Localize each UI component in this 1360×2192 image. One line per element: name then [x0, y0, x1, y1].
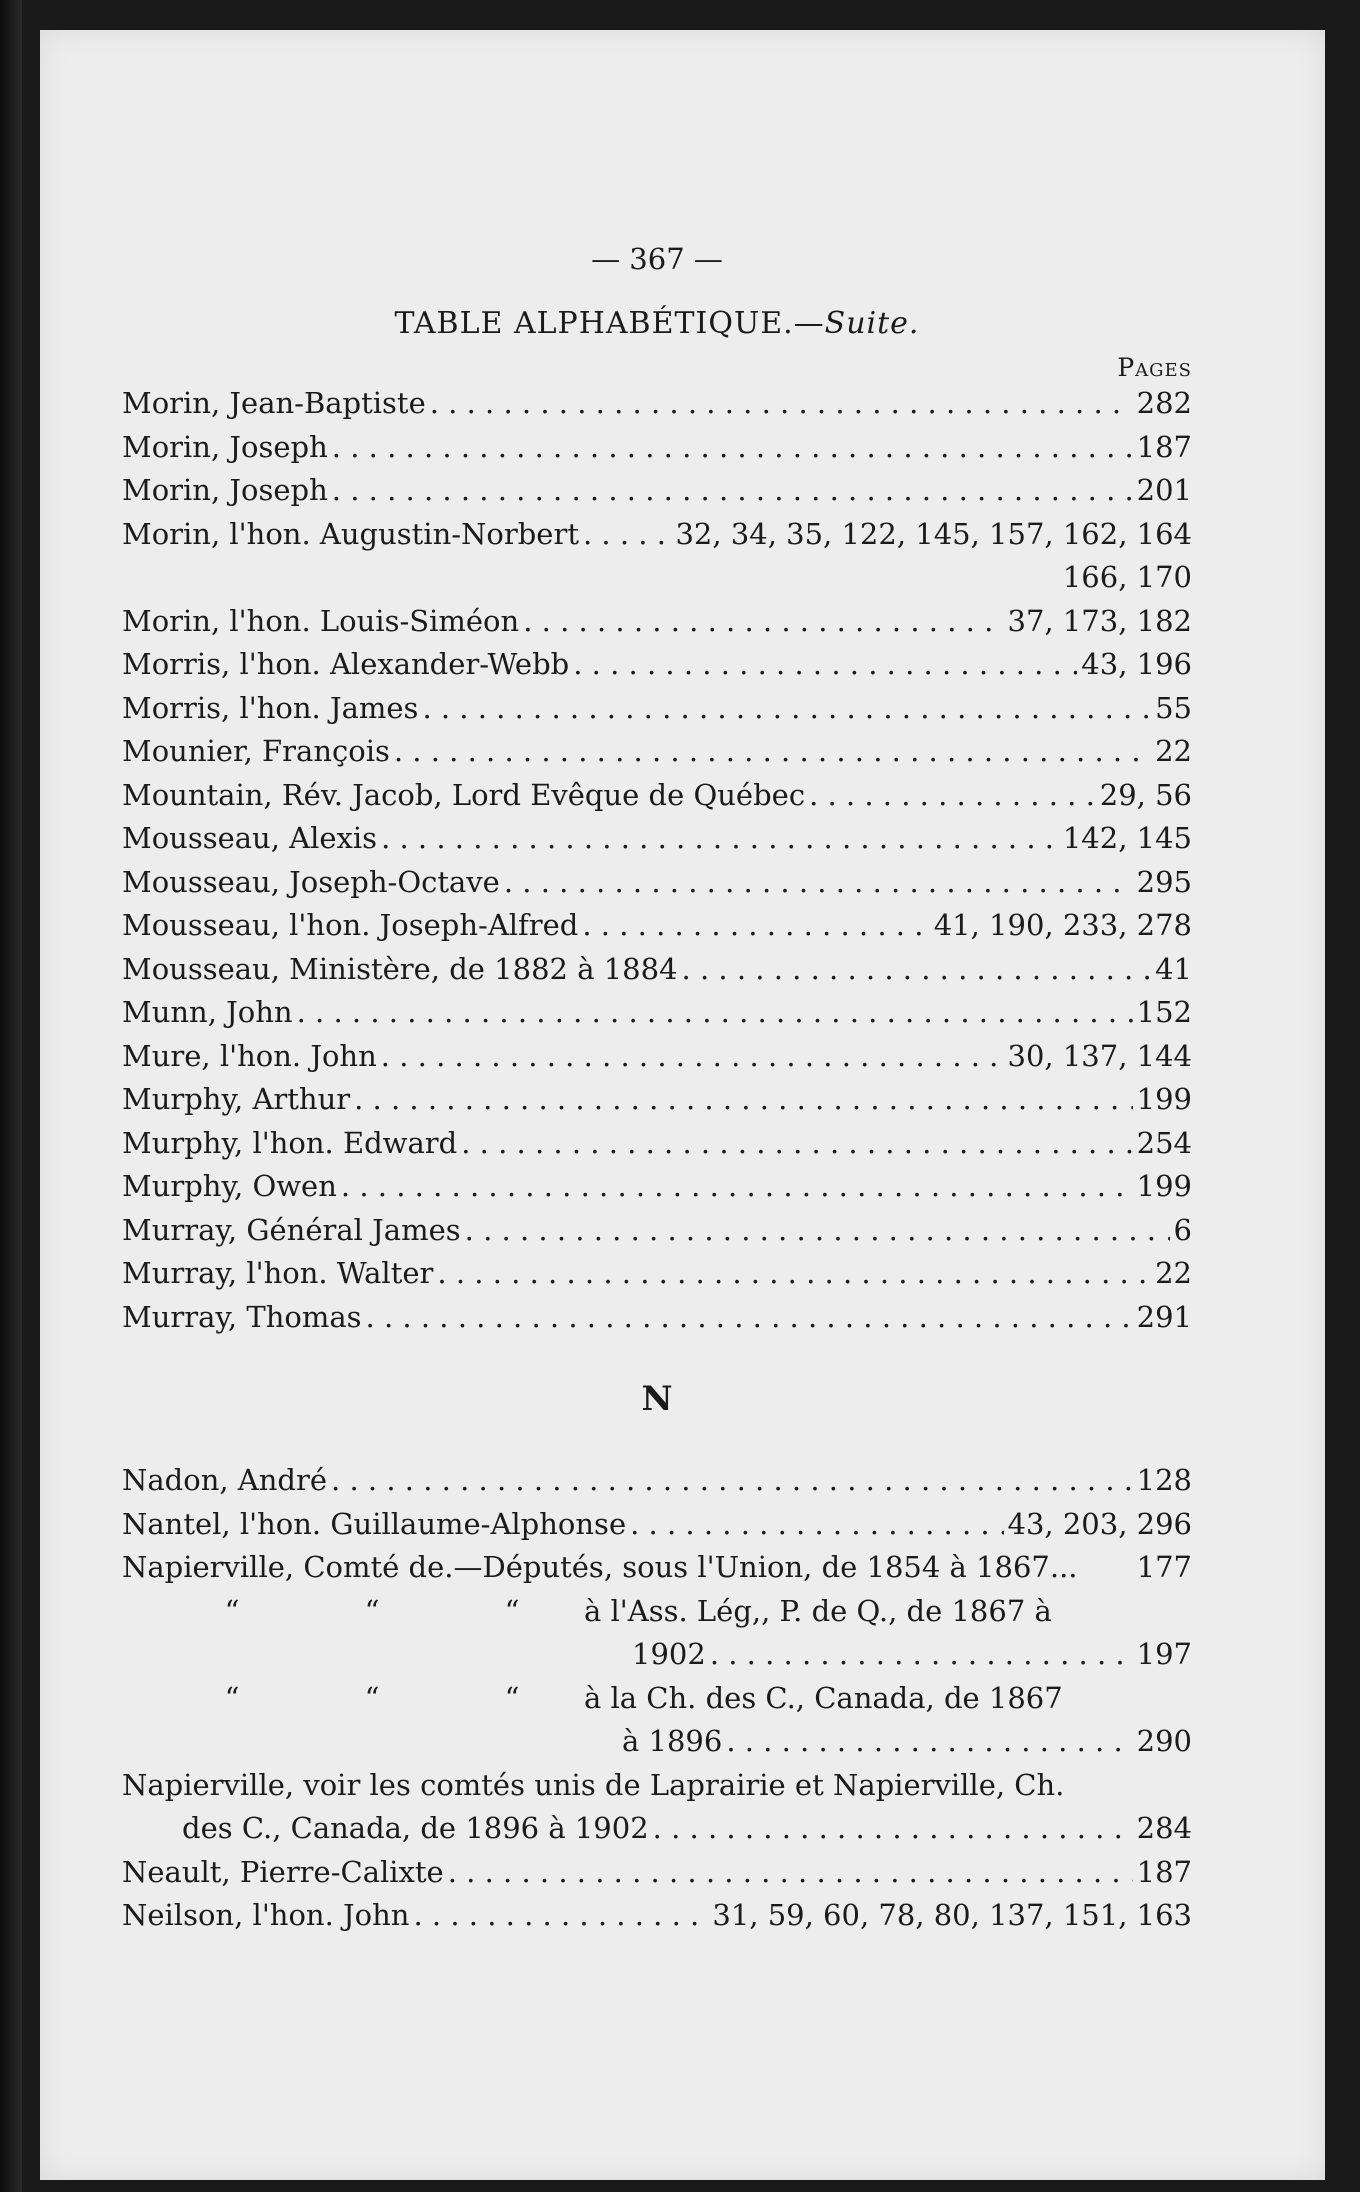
entry-text: 1902 — [632, 1637, 706, 1671]
dot-leader — [523, 600, 1003, 644]
index-sub-entry-line — [122, 1590, 1192, 1634]
entry-name: Murray, Thomas — [122, 1299, 362, 1334]
entry-name: Neault, Pierre-Calixte — [122, 1854, 444, 1889]
entry-pages: 41, 190, 233, 278 — [933, 908, 1192, 942]
entry-name: Neilson, l'hon. John — [122, 1898, 410, 1932]
entry-pages: 254 — [1136, 1125, 1192, 1160]
index-entry — [122, 1546, 1192, 1590]
dot-leader — [573, 643, 1077, 687]
index-entry — [122, 469, 1192, 513]
index-entry — [122, 513, 1192, 557]
entry-pages-continuation: 166, 170 — [1062, 560, 1192, 594]
dot-leader — [630, 1503, 1003, 1547]
entry-pages: 6 — [1173, 1212, 1192, 1247]
entry-pages: 290 — [1136, 1724, 1192, 1758]
entry-name: Mousseau, Ministère, de 1882 à 1884 — [122, 951, 678, 986]
entry-pages: 29, 56 — [1099, 777, 1192, 812]
index-entry — [122, 426, 1192, 470]
index-entry — [122, 1503, 1192, 1547]
dot-leader — [437, 1252, 1151, 1296]
dot-leader — [297, 991, 1133, 1035]
index-entry — [122, 643, 1192, 687]
dot-leader — [413, 1894, 708, 1938]
index-entry — [122, 1035, 1192, 1079]
book-spine-shadow — [0, 0, 22, 2192]
ditto-mark: “ — [364, 1593, 380, 1628]
entry-name: Napierville, Comté de.—Députés, sous l'Union, de 1854 à 1867... — [122, 1550, 1078, 1584]
index-entry — [122, 774, 1192, 818]
entry-name: Morris, l'hon. Alexander-Webb — [122, 647, 570, 681]
entry-pages: 41 — [1155, 951, 1192, 986]
entry-text: à 1896 — [622, 1724, 723, 1758]
entry-pages: 295 — [1136, 864, 1192, 899]
index-entry-line: Napierville, voir les comtés unis de Laprairie et Napierville, Ch. — [122, 1767, 1065, 1802]
dot-leader — [332, 469, 1133, 513]
entry-pages: 22 — [1155, 734, 1192, 768]
dot-leader — [504, 861, 1133, 905]
index-entry — [122, 600, 1192, 644]
section-title-text: TABLE ALPHABÉTIQUE.— — [394, 306, 825, 341]
index-entry — [122, 948, 1192, 992]
entry-pages: 152 — [1136, 995, 1192, 1029]
entry-name: Nadon, André — [122, 1463, 328, 1497]
dot-leader — [726, 1720, 1132, 1764]
entry-pages: 55 — [1155, 690, 1192, 725]
ditto-mark: “ — [504, 1680, 520, 1715]
entry-name: Morin, Joseph — [122, 473, 328, 507]
index-entry — [122, 1165, 1192, 1209]
entry-text: à l'Ass. Lég,, P. de Q., de 1867 à — [584, 1593, 1052, 1628]
entry-name: Mousseau, l'hon. Joseph-Alfred — [122, 908, 579, 942]
entry-pages: 187 — [1136, 429, 1192, 464]
entry-name: Morris, l'hon. James — [122, 690, 419, 725]
index-entry — [122, 1459, 1192, 1503]
index-entry — [122, 1296, 1192, 1340]
index-entry — [122, 1122, 1192, 1166]
index-sub-entry-line — [122, 1633, 1192, 1677]
dot-leader — [354, 1078, 1133, 1122]
section-title-suffix: Suite. — [824, 306, 920, 341]
entry-name: Mousseau, Alexis — [122, 821, 378, 855]
entry-name: Morin, l'hon. Louis-Siméon — [122, 603, 520, 638]
entry-pages: 142, 145 — [1062, 821, 1192, 855]
index-entry — [122, 1209, 1192, 1253]
index-content — [122, 242, 1192, 1938]
entry-pages: 201 — [1136, 473, 1192, 507]
index-entry — [122, 1078, 1192, 1122]
entry-pages: 30, 137, 144 — [1007, 1038, 1192, 1073]
dot-leader — [381, 817, 1059, 861]
entry-pages: 43, 203, 296 — [1007, 1506, 1192, 1541]
index-entry — [122, 687, 1192, 731]
entry-pages: 22 — [1155, 1256, 1192, 1290]
entry-name: Murphy, Arthur — [122, 1082, 351, 1116]
index-entry — [122, 1252, 1192, 1296]
index-list-m — [122, 382, 1192, 1339]
dot-leader — [461, 1122, 1132, 1166]
entry-name: Mounier, François — [122, 734, 390, 768]
dot-leader — [430, 382, 1133, 426]
dot-leader — [341, 1165, 1133, 1209]
index-entry — [122, 730, 1192, 774]
index-entry — [122, 1851, 1192, 1895]
entry-name: Murphy, l'hon. Edward — [122, 1125, 458, 1160]
index-entry — [122, 817, 1192, 861]
entry-pages: 31, 59, 60, 78, 80, 137, 151, 163 — [712, 1898, 1192, 1932]
entry-pages: 199 — [1136, 1082, 1192, 1116]
entry-pages: 282 — [1136, 386, 1192, 420]
dot-leader — [582, 904, 929, 948]
index-sub-entry-line — [122, 1720, 1192, 1764]
entry-text: à la Ch. des C., Canada, de 1867 — [584, 1680, 1063, 1715]
dot-leader — [366, 1296, 1133, 1340]
index-entry — [122, 861, 1192, 905]
dot-leader — [583, 513, 671, 557]
dot-leader — [465, 1209, 1170, 1253]
dot-leader — [809, 774, 1096, 818]
page-number: — 367 — — [591, 242, 723, 276]
ditto-mark: “ — [504, 1593, 520, 1628]
entry-text: des C., Canada, de 1896 à 1902 — [182, 1811, 649, 1845]
dot-leader — [653, 1807, 1133, 1851]
entry-name: Morin, Joseph — [122, 429, 328, 464]
dot-leader — [422, 687, 1151, 731]
dot-leader — [448, 1851, 1133, 1895]
pages-column-header: Pages — [1117, 353, 1192, 382]
index-sub-entry-line — [122, 1677, 1192, 1721]
ditto-mark: “ — [224, 1680, 240, 1715]
index-entry — [122, 904, 1192, 948]
entry-pages: 199 — [1136, 1169, 1192, 1203]
entry-name: Mure, l'hon. John — [122, 1038, 377, 1073]
entry-name: Munn, John — [122, 995, 293, 1029]
section-letter-n: N — [641, 1379, 673, 1419]
entry-pages: 187 — [1136, 1854, 1192, 1889]
index-entry — [122, 1894, 1192, 1938]
entry-pages: 43, 196 — [1081, 647, 1192, 681]
entry-pages: 291 — [1136, 1299, 1192, 1334]
dot-leader — [381, 1035, 1004, 1079]
entry-name: Murray, Général James — [122, 1212, 461, 1247]
entry-name: Mountain, Rév. Jacob, Lord Evêque de Québec — [122, 777, 806, 812]
entry-name: Murphy, Owen — [122, 1169, 337, 1203]
ditto-mark: “ — [364, 1680, 380, 1715]
entry-name: Morin, l'hon. Augustin-Norbert — [122, 516, 579, 551]
entry-name: Nantel, l'hon. Guillaume-Alphonse — [122, 1506, 627, 1541]
entry-pages: 128 — [1136, 1463, 1192, 1497]
entry-pages: 197 — [1136, 1637, 1192, 1671]
dot-leader — [682, 948, 1152, 992]
book-page — [40, 30, 1325, 2180]
entry-pages: 177 — [1136, 1550, 1192, 1584]
index-entry — [122, 991, 1192, 1035]
entry-name: Murray, l'hon. Walter — [122, 1256, 434, 1290]
index-entry-line — [122, 1807, 1192, 1851]
ditto-marks — [122, 1677, 562, 1721]
dot-leader — [394, 730, 1151, 774]
entry-pages: 284 — [1136, 1811, 1192, 1845]
entry-pages: 37, 173, 182 — [1007, 603, 1192, 638]
ditto-marks — [122, 1590, 562, 1634]
entry-name: Morin, Jean-Baptiste — [122, 386, 426, 420]
entry-name: Mousseau, Joseph-Octave — [122, 864, 500, 899]
dot-leader — [331, 1459, 1133, 1503]
index-entry — [122, 382, 1192, 426]
dot-leader — [710, 1633, 1133, 1677]
section-title — [122, 306, 1192, 341]
entry-pages: 32, 34, 35, 122, 145, 157, 162, 164 — [675, 516, 1192, 551]
ditto-mark: “ — [224, 1593, 240, 1628]
dot-leader — [332, 426, 1133, 470]
